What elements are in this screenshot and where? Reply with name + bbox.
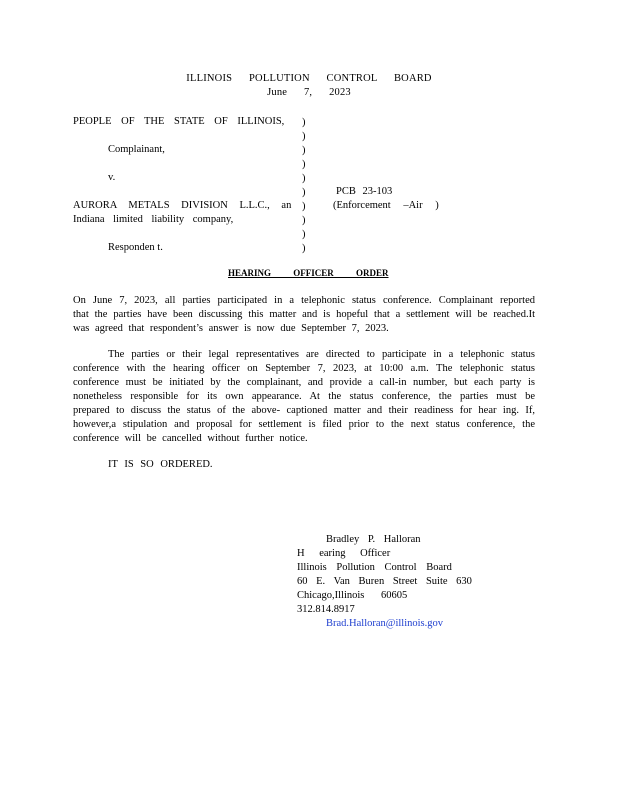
signer-city: Chicago,Illinois 60605 xyxy=(297,590,408,601)
versus-label: v. xyxy=(108,172,116,183)
paragraph-status: On June 7, 2023, all parties participated in a telephonic status conference. Complainant reported that the parties have been discussing this matter and is hopeful that a settlement will be reached.It was agreed that respondent’s answer is now due September 7, 2023. xyxy=(73,295,535,334)
caption-parentheses: ) ) ) ) ) ) ) ) ) ) xyxy=(302,117,306,254)
signer-title: H earing Officer xyxy=(297,548,391,559)
signer-address: 60 E. Van Buren Street Suite 630 xyxy=(297,576,472,587)
signer-organization: Illinois Pollution Control Board xyxy=(297,562,452,573)
paragraph-directions: The parties or their legal representatives are directed to participate in a telephonic status conference with the hearing officer on September 7, 2023, at 10:00 a.m. The telephonic status conference must be initiated by the complainant, and provide a call-in number, but each party is nonetheless responsible for its own appearance. At the status conference, the parties must be prepared to discuss the status of the above- captioned matter and their readiness for hear ing. If, however,a stipulation and proposal for settlement is filed prior to the next status conference, the conference will be cancelled without further notice. xyxy=(73,349,535,444)
case-type: (Enforcement –Air ) xyxy=(333,200,439,211)
defendant-name-line1: AURORA METALS DIVISION L.L.C., an xyxy=(73,200,292,211)
complainant-label: Complainant, xyxy=(108,144,165,155)
signer-email-link[interactable]: Brad.Halloran@illinois.gov xyxy=(326,618,443,629)
case-number: PCB 23-103 xyxy=(336,186,393,197)
order-title: HEARING OFFICER ORDER xyxy=(228,268,389,278)
order-date: June 7, 2023 xyxy=(267,87,351,98)
board-title: ILLINOIS POLLUTION CONTROL BOARD xyxy=(186,73,432,84)
defendant-name-line2: Indiana limited liability company, xyxy=(73,214,234,225)
plaintiff-name: PEOPLE OF THE STATE OF ILLINOIS, xyxy=(73,116,285,127)
signer-phone: 312.814.8917 xyxy=(297,604,355,615)
respondent-label: Responden t. xyxy=(108,242,163,253)
closing-statement: IT IS SO ORDERED. xyxy=(108,459,213,470)
signer-name: Bradley P. Halloran xyxy=(326,534,421,545)
